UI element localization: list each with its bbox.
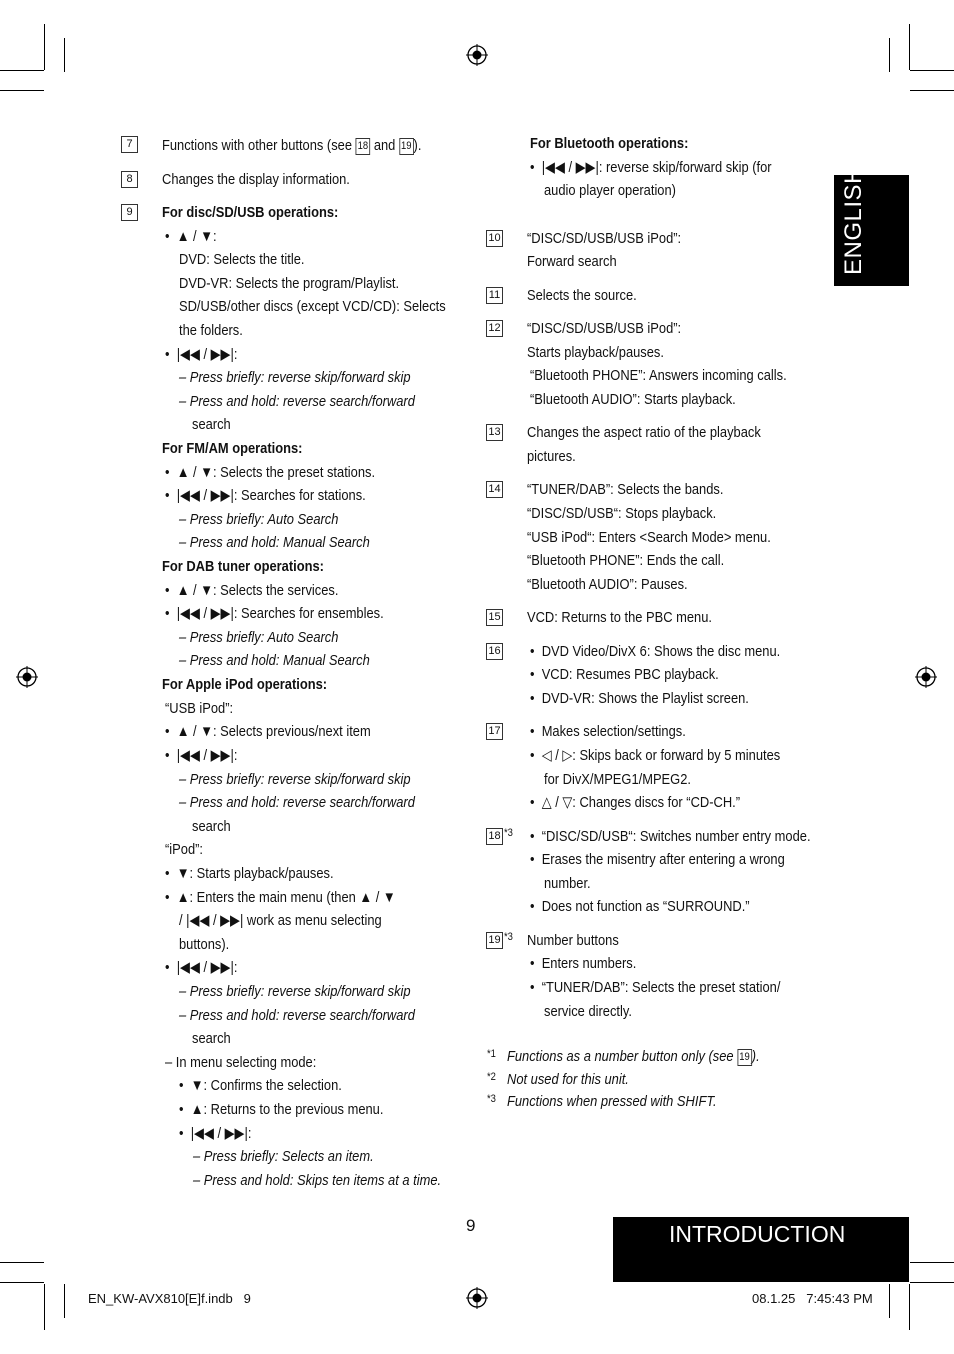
footnote-mark: *3	[487, 1093, 496, 1105]
sub-item-continued: search	[192, 416, 231, 433]
section-heading: For DAB tuner operations:	[162, 558, 324, 575]
bullet-item: • ▲ / ▼: Selects previous/next item	[165, 723, 371, 740]
sub-item: – Press briefly: Selects an item.	[193, 1148, 374, 1165]
bullet-item: • Enters numbers.	[530, 955, 637, 972]
footnote: Not used for this unit.	[507, 1071, 629, 1088]
item-number: 8	[121, 171, 138, 188]
crop-mark	[44, 1284, 45, 1330]
item-number-ref: 19	[399, 138, 414, 155]
crop-mark	[0, 90, 44, 91]
registration-mark-icon	[466, 1287, 488, 1309]
sub-item: – Press and hold: Manual Search	[179, 652, 370, 669]
bullet-item: • |◀◀ / ▶▶|:	[179, 1125, 252, 1142]
section-heading: For Bluetooth operations:	[530, 135, 689, 152]
footnote-mark: *3	[504, 931, 513, 943]
body-text: Changes the display information.	[162, 171, 350, 188]
bullet-item: • Makes selection/settings.	[530, 723, 686, 740]
bullet-item: • |◀◀ / ▶▶|:	[165, 747, 238, 764]
bullet-item: • ▲: Returns to the previous menu.	[179, 1101, 384, 1118]
bullet-item: • |◀◀ / ▶▶|:	[165, 959, 238, 976]
crop-mark	[909, 1284, 910, 1330]
bullet-item: • ▲ / ▼: Selects the preset stations.	[165, 464, 376, 481]
item-number: 18	[486, 828, 503, 845]
crop-mark	[64, 1284, 65, 1318]
footer-file-info: EN_KW-AVX810[E]f.indb 9	[88, 1291, 251, 1306]
body-text: for DivX/MPEG1/MPEG2.	[544, 771, 691, 788]
crop-mark	[0, 1282, 44, 1283]
crop-mark	[910, 90, 954, 91]
crop-mark	[44, 24, 45, 70]
bullet-item: • Does not function as “SURROUND.”	[530, 898, 750, 915]
item-number: 11	[486, 287, 503, 304]
item-number: 19	[486, 932, 503, 949]
item-number: 13	[486, 424, 503, 441]
body-text: Number buttons	[527, 932, 619, 949]
bullet-item: • ▼: Starts playback/pauses.	[165, 865, 334, 882]
item-number-ref: 18	[356, 138, 371, 155]
body-text: “DISC/SD/USB“: Stops playback.	[527, 505, 717, 522]
body-text: SD/USB/other discs (except VCD/CD): Selects	[179, 298, 446, 315]
footnote-mark: *2	[487, 1071, 496, 1083]
body-text: DVD-VR: Selects the program/Playlist.	[179, 275, 400, 292]
bullet-item: • DVD-VR: Shows the Playlist screen.	[530, 690, 749, 707]
body-text: “iPod”:	[165, 841, 204, 858]
body-text: buttons).	[179, 936, 230, 953]
crop-mark	[889, 38, 890, 72]
bullet-item: • △ / ▽: Changes discs for “CD-CH.”	[530, 794, 741, 811]
footnote-mark: *1	[487, 1048, 496, 1060]
body-text: “USB iPod”:	[165, 700, 234, 717]
bullet-item: • |◀◀ / ▶▶|: Searches for stations.	[165, 487, 366, 504]
bullet-item: • “DISC/SD/USB“: Switches number entry mode.	[530, 828, 811, 845]
footnote: Functions when pressed with SHIFT.	[507, 1093, 717, 1110]
item-number: 17	[486, 723, 503, 740]
body-text: “Bluetooth AUDIO”: Pauses.	[527, 576, 688, 593]
body-text: audio player operation)	[544, 182, 676, 199]
body-text: service directly.	[544, 1003, 632, 1020]
body-text: Functions with other buttons (see 18 and 19 ).	[162, 137, 422, 154]
registration-mark-icon	[915, 666, 937, 688]
bullet-item: • ▼: Confirms the selection.	[179, 1077, 342, 1094]
body-text: Starts playback/pauses.	[527, 344, 664, 361]
section-heading: For disc/SD/USB operations:	[162, 204, 339, 221]
bullet-item: • |◀◀ / ▶▶|: reverse skip/forward skip (for	[530, 159, 772, 176]
bullet-item: • ▲ / ▼: Selects the services.	[165, 582, 339, 599]
item-number: 12	[486, 320, 503, 337]
body-text: DVD: Selects the title.	[179, 251, 305, 268]
footnote: Functions as a number button only (see 19 ).	[507, 1048, 760, 1065]
item-number: 7	[121, 136, 138, 153]
body-text: / |◀◀ / ▶▶| work as menu selecting	[179, 912, 382, 929]
sub-item: – Press and hold: Manual Search	[179, 534, 370, 551]
sub-item: – Press briefly: reverse skip/forward skip	[179, 369, 411, 386]
sub-item: – Press and hold: reverse search/forward	[179, 1007, 415, 1024]
section-heading: For FM/AM operations:	[162, 440, 303, 457]
body-text: Selects the source.	[527, 287, 637, 304]
registration-mark-icon	[16, 666, 38, 688]
footer-timestamp: 08.1.25 7:45:43 PM	[752, 1291, 873, 1306]
body-text: “TUNER/DAB”: Selects the bands.	[527, 481, 724, 498]
crop-mark	[64, 38, 65, 72]
crop-mark	[909, 24, 910, 70]
section-bar-label: INTRODUCTION	[669, 1221, 846, 1247]
sub-item: – Press and hold: Skips ten items at a time.	[193, 1172, 442, 1189]
item-number: 15	[486, 609, 503, 626]
body-text: “DISC/SD/USB/USB iPod”:	[527, 230, 682, 247]
body-text: “Bluetooth PHONE”: Ends the call.	[527, 552, 725, 569]
body-text: “DISC/SD/USB/USB iPod”:	[527, 320, 682, 337]
body-text: – In menu selecting mode:	[165, 1054, 317, 1071]
language-tab	[834, 166, 909, 286]
body-text: “Bluetooth PHONE”: Answers incoming calls.	[530, 367, 787, 384]
sub-item: – Press briefly: reverse skip/forward skip	[179, 771, 411, 788]
bullet-item: • “TUNER/DAB”: Selects the preset station/	[530, 979, 781, 996]
bullet-item: • ▲: Enters the main menu (then ▲ / ▼	[165, 889, 396, 906]
bullet-item: • |◀◀ / ▶▶|:	[165, 346, 238, 363]
footnote-mark: *3	[504, 827, 513, 839]
sub-item: – Press briefly: Auto Search	[179, 511, 339, 528]
sub-item-continued: search	[192, 1030, 231, 1047]
page-number: 9	[466, 1216, 476, 1235]
body-text: Forward search	[527, 253, 617, 270]
crop-mark	[889, 1284, 890, 1318]
sub-item-continued: search	[192, 818, 231, 835]
registration-mark-icon	[466, 44, 488, 66]
sub-item: – Press briefly: reverse skip/forward skip	[179, 983, 411, 1000]
section-heading: For Apple iPod operations:	[162, 676, 328, 693]
crop-mark	[910, 1262, 954, 1263]
item-number: 16	[486, 643, 503, 660]
crop-mark	[910, 1282, 954, 1283]
body-text: the folders.	[179, 322, 243, 339]
crop-mark	[910, 70, 954, 71]
sub-item: – Press and hold: reverse search/forward	[179, 393, 415, 410]
body-text: number.	[544, 875, 591, 892]
bullet-item: • VCD: Resumes PBC playback.	[530, 666, 719, 683]
crop-mark	[0, 1262, 44, 1263]
item-number: 9	[121, 204, 138, 221]
item-number-ref: 19	[737, 1049, 752, 1066]
body-text: “USB iPod“: Enters <Search Mode> menu.	[527, 529, 771, 546]
crop-mark	[0, 70, 44, 71]
body-text: “Bluetooth AUDIO”: Starts playback.	[530, 391, 736, 408]
bullet-item: • |◀◀ / ▶▶|: Searches for ensembles.	[165, 605, 384, 622]
body-text: VCD: Returns to the PBC menu.	[527, 609, 712, 626]
body-text: Changes the aspect ratio of the playback	[527, 424, 761, 441]
section-bar	[613, 1217, 909, 1282]
item-number: 14	[486, 481, 503, 498]
sub-item: – Press briefly: Auto Search	[179, 629, 339, 646]
bullet-item: • ◁ / ▷: Skips back or forward by 5 minutes	[530, 747, 781, 764]
body-text: pictures.	[527, 448, 576, 465]
language-tab-label: ENGLISH	[840, 166, 867, 275]
bullet-item: • ▲ / ▼:	[165, 228, 217, 245]
item-number: 10	[486, 230, 503, 247]
sub-item: – Press and hold: reverse search/forward	[179, 794, 415, 811]
bullet-item: • Erases the misentry after entering a wrong	[530, 851, 785, 868]
bullet-item: • DVD Video/DivX 6: Shows the disc menu.	[530, 643, 781, 660]
